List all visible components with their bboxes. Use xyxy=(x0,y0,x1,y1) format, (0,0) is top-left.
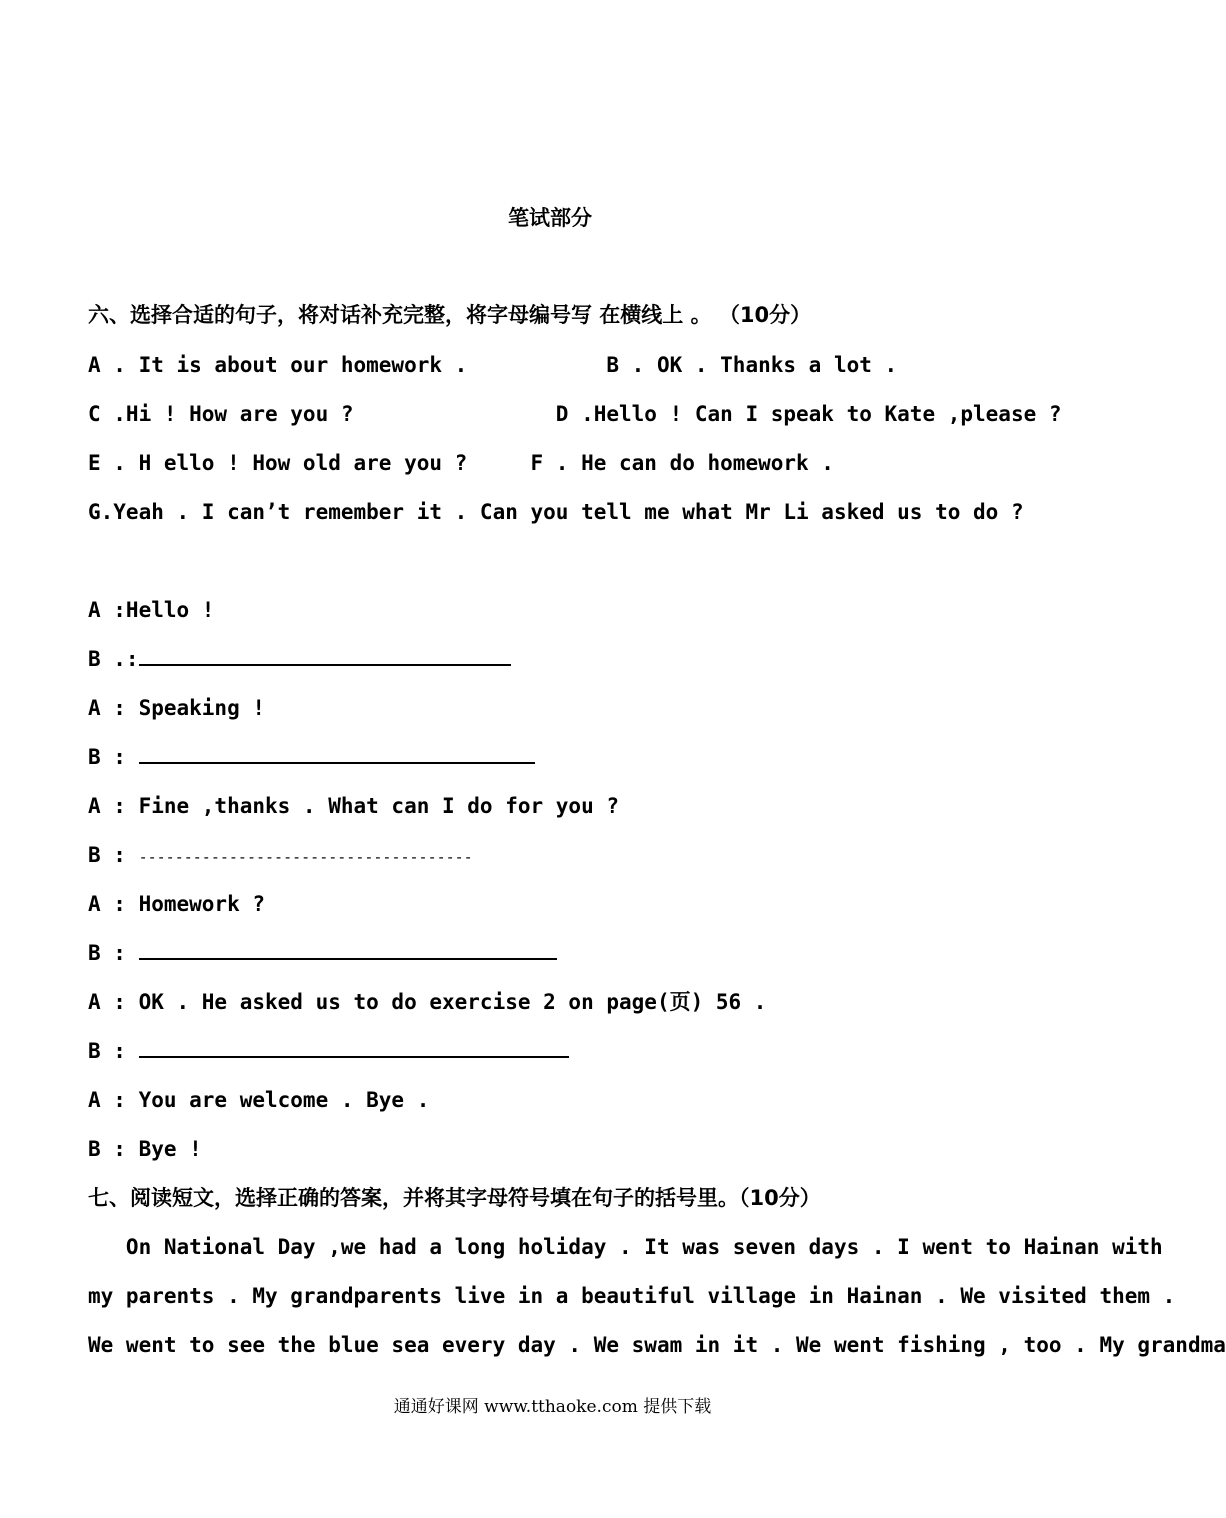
answer-blank[interactable] xyxy=(139,1038,569,1058)
option-line: G.Yeah . I can’t remember it . Can you tell me what Mr Li asked us to do ? xyxy=(88,500,1024,524)
section-7-heading: 七、阅读短文，选择正确的答案，并将其字母符号填在句子的括号里。（10分） xyxy=(88,1186,821,1210)
dialogue-line: A : OK . He asked us to do exercise 2 on page(页) 56 . xyxy=(88,990,767,1014)
page-title: 笔试部分 xyxy=(508,206,592,230)
dialogue-line: B : xyxy=(88,744,535,770)
answer-blank[interactable] xyxy=(139,940,557,960)
footer-watermark: 通通好课网 www.tthaoke.com 提供下载 xyxy=(393,1397,712,1417)
dialogue-line: B : ------------------------------------- xyxy=(88,842,473,870)
section-6-heading: 六、选择合适的句子，将对话补充完整，将字母编号写 在横线上 。 （10分） xyxy=(88,303,812,327)
dialogue-line: B : xyxy=(88,940,557,966)
option-line: C .Hi ! How are you ? D .Hello ! Can I speak to Kate ,please ? xyxy=(88,402,1062,426)
dialogue-line: A : Fine ,thanks . What can I do for you ? xyxy=(88,794,620,818)
option-line: E . H ello ! How old are you ? F . He can do homework . xyxy=(88,451,834,475)
answer-dashes[interactable]: ------------------------------------- xyxy=(138,848,473,866)
dialogue-line: A :Hello ! xyxy=(88,598,215,622)
passage-line: On National Day ,we had a long holiday . It was seven days . I went to Hainan with xyxy=(88,1235,1163,1259)
dialogue-line: A : You are welcome . Bye . xyxy=(88,1088,430,1112)
passage-line: my parents . My grandparents live in a beautiful village in Hainan . We visited them . xyxy=(88,1284,1176,1308)
passage-line: We went to see the blue sea every day . We swam in it . We went fishing , too . My grandma xyxy=(88,1333,1226,1357)
dialogue-line: A : Homework ? xyxy=(88,892,266,916)
dialogue-line: B .: xyxy=(88,646,511,672)
answer-blank[interactable] xyxy=(139,744,535,764)
dialogue-line: B : xyxy=(88,1038,569,1064)
dialogue-line: B : Bye ! xyxy=(88,1137,202,1161)
option-line: A . It is about our homework . B . OK . Thanks a lot . xyxy=(88,353,898,377)
answer-blank[interactable] xyxy=(139,646,511,666)
dialogue-line: A : Speaking ! xyxy=(88,696,266,720)
